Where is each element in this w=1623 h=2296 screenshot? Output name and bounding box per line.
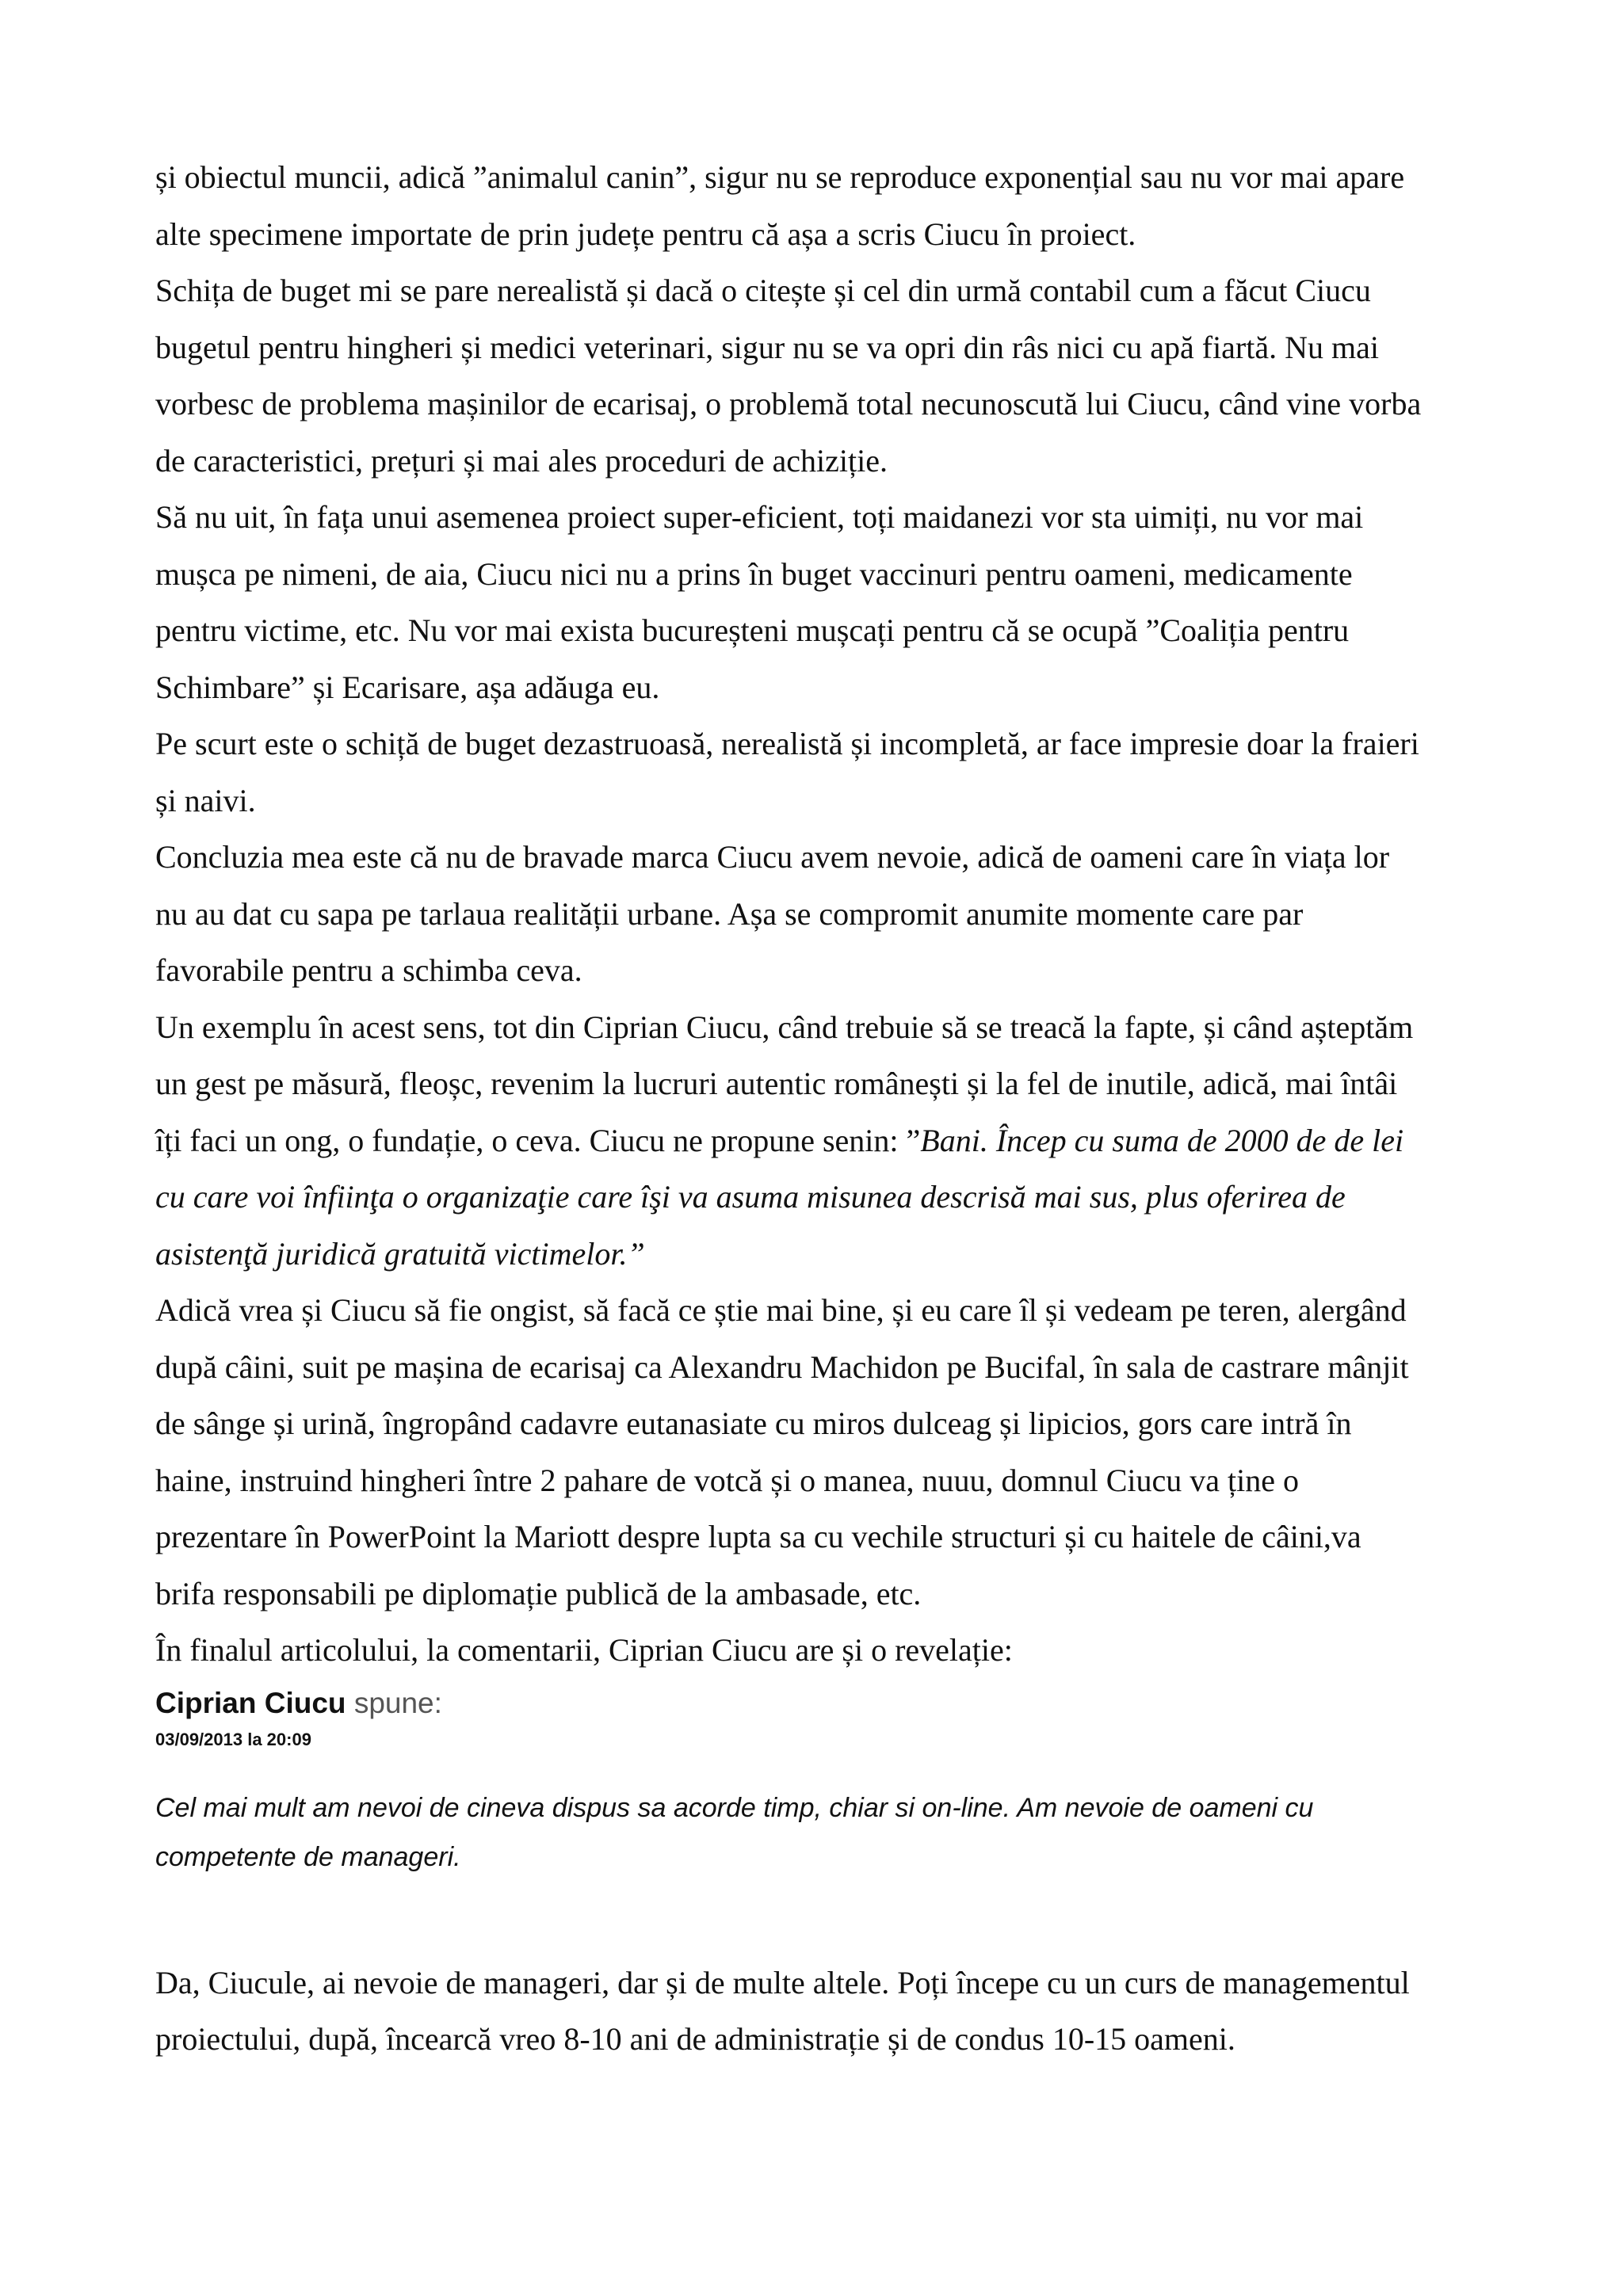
closing-paragraph xyxy=(155,1955,1487,2068)
text-line: În finalul articolului, la comentarii, Ciprian Ciucu are și o revelație: xyxy=(155,1632,1013,1668)
text-line: de caracteristici, prețuri și mai ales proceduri de achiziție. xyxy=(155,442,888,479)
quoted-text: asistenţă juridică gratuită victimelor.” xyxy=(155,1235,645,1272)
paragraph xyxy=(155,715,1487,829)
document-page xyxy=(155,149,1487,2068)
comment-author: Ciprian Ciucu xyxy=(155,1686,346,1719)
text-line: brifa responsabili pe diplomație publică de la ambasade, etc. xyxy=(155,1575,922,1611)
text-line: mușca pe nimeni, de aia, Ciucu nici nu a prins în buget vaccinuri pentru oameni, medicamente xyxy=(155,555,1353,592)
quoted-text: Bani. Încep cu suma de 2000 de de lei xyxy=(920,1122,1404,1158)
text-line: favorabile pentru a schimba ceva. xyxy=(155,952,582,988)
text-line: un gest pe măsură, fleoșc, revenim la lucruri autentic românești și la fel de inutile, adică, mai întâi xyxy=(155,1066,1398,1101)
paragraph xyxy=(155,1622,1487,1679)
paragraph xyxy=(155,829,1487,999)
text-line: și obiectul muncii, adică ”animalul canin”, sigur nu se reproduce exponențial sau nu vor mai apare xyxy=(155,159,1405,195)
text-line: Un exemplu în acest sens, tot din Ciprian Ciucu, când trebuie să se treacă la fapte, și când așteptăm xyxy=(155,1009,1414,1045)
quoted-comment xyxy=(155,1684,1487,1882)
text-line: Da, Ciucule, ai nevoie de manageri, dar și de multe altele. Poți începe cu un curs de managementul xyxy=(155,1964,1410,2000)
text-line: Schița de buget mi se pare nerealistă și dacă o citește și cel din urmă contabil cum a făcut Ciucu xyxy=(155,273,1371,308)
text-line: Concluzia mea este că nu de bravade marca Ciucu avem nevoie, adică de oameni care în viața lor xyxy=(155,839,1390,875)
text-line: pentru victime, etc. Nu vor mai exista bucureșteni mușcați pentru că se ocupă ”Coaliția pentru xyxy=(155,612,1350,648)
paragraph xyxy=(155,489,1487,715)
text-line: bugetul pentru hingheri și medici veterinari, sigur nu se va opri din râs nici cu apă fiartă. Nu mai xyxy=(155,329,1379,365)
text-line: Să nu uit, în fața unui asemenea proiect super-eficient, toți maidanezi vor sta uimiți, nu vor mai xyxy=(155,499,1364,535)
paragraph xyxy=(155,1282,1487,1622)
text-line: prezentare în PowerPoint la Mariott despre lupta sa cu vechile structuri și cu haitele de câini,va xyxy=(155,1519,1361,1554)
comment-body xyxy=(155,1783,1487,1882)
article-body xyxy=(155,149,1487,1679)
text-line: nu au dat cu sapa pe tarlaua realității urbane. Așa se compromit anumite momente care par xyxy=(155,895,1304,932)
comment-says-label: spune: xyxy=(353,1686,442,1719)
paragraph xyxy=(155,149,1487,262)
text-line: după câini, suit pe mașina de ecarisaj ca Alexandru Machidon pe Bucifal, în sala de castrare mânjit xyxy=(155,1348,1409,1385)
comment-date: 03/09/2013 la 20:09 xyxy=(155,1729,311,1749)
text-line: Adică vrea și Ciucu să fie ongist, să facă ce știe mai bine, și eu care îl și vedeam pe teren, alergând xyxy=(155,1292,1407,1328)
text-line: proiectului, după, încearcă vreo 8-10 ani de administrație și de condus 10-15 oameni. xyxy=(155,2021,1235,2057)
text-line: alte specimene importate de prin județe pentru că așa a scris Ciucu în proiect. xyxy=(155,215,1136,252)
quote-paragraph xyxy=(155,999,1487,1283)
text-line: îți faci un ong, o fundație, o ceva. Ciucu ne propune senin: ” xyxy=(155,1122,921,1158)
paragraph xyxy=(155,262,1487,489)
text-line: haine, instruind hingheri între 2 pahare de votcă și o manea, nuuu, domnul Ciucu va ține o xyxy=(155,1462,1299,1498)
text-line: vorbesc de problema mașinilor de ecarisaj, o problemă total necunoscută lui Ciucu, când vine vorba xyxy=(155,386,1422,421)
comment-line: competente de manageri. xyxy=(155,1841,461,1872)
text-line: Pe scurt este o schiță de buget dezastruoasă, nerealistă și incompletă, ar face impresie doar la fraieri xyxy=(155,726,1419,761)
comment-line: Cel mai mult am nevoi de cineva dispus sa acorde timp, chiar si on-line. Am nevoie de oameni cu xyxy=(155,1792,1314,1823)
comment-header xyxy=(155,1684,1487,1723)
text-line: Schimbare” și Ecarisare, așa adăuga eu. xyxy=(155,669,660,705)
text-line: de sânge și urină, îngropând cadavre eutanasiate cu miros dulceag și lipicios, gors care intră în xyxy=(155,1405,1352,1441)
quoted-text: cu care voi înfiinţa o organizaţie care îşi va asuma misunea descrisă mai sus, plus oferirea de xyxy=(155,1179,1346,1215)
text-line: și naivi. xyxy=(155,782,256,818)
